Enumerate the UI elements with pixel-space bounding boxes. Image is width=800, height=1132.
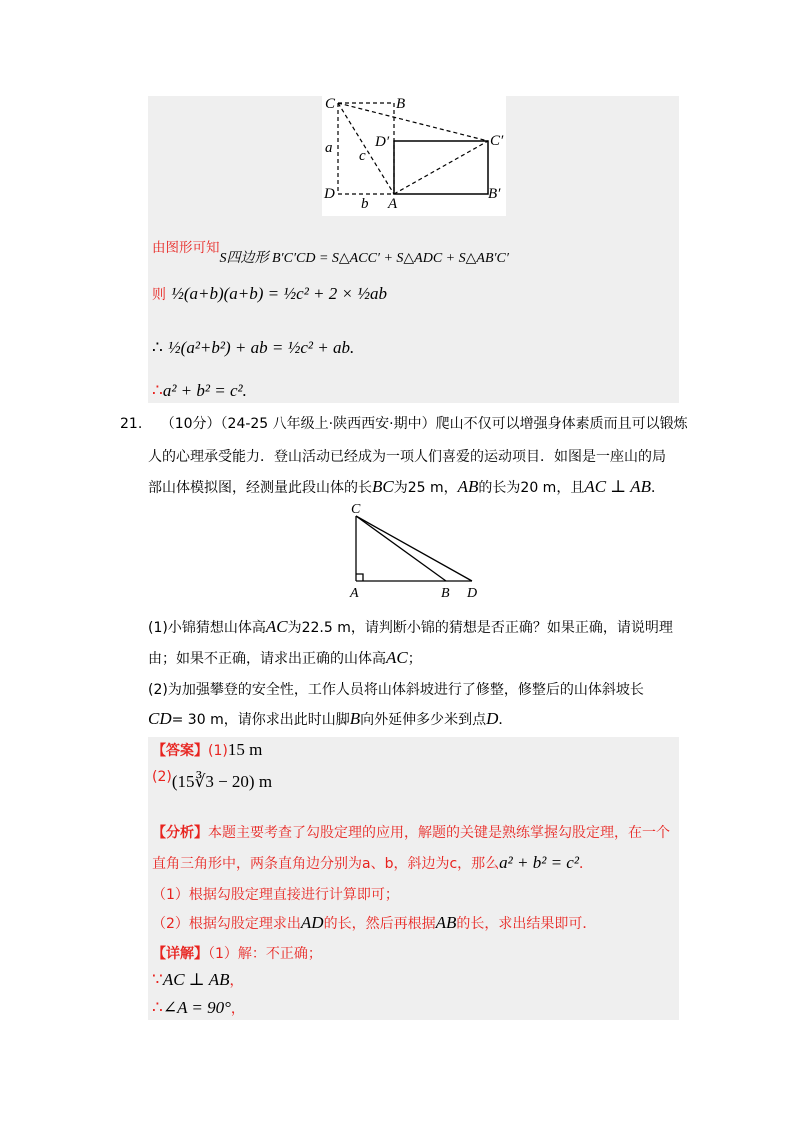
problem-meta: （10分）（24-25 八年级上·陕西西安·期中）	[160, 416, 436, 432]
answer-label: 【答案】	[152, 743, 208, 759]
problem-21-line-2	[148, 446, 666, 466]
q1-text-f: ；	[407, 651, 422, 667]
detail-text-1: （1）解：不正确；	[208, 946, 322, 962]
detail-line-1	[152, 943, 322, 963]
analysis-line-1	[152, 822, 670, 842]
answer-1-value: 15 m	[227, 740, 263, 759]
solution-intro-line	[152, 236, 509, 266]
perpendicular-statement: AC ⊥ AB	[584, 477, 651, 496]
fig2-label-D: D	[467, 586, 478, 601]
q2-text-g: ．	[498, 712, 513, 728]
answer-line-1	[152, 740, 262, 760]
equation-line-4: a² + b² = c².	[162, 381, 247, 400]
figure-mountain-triangle-svg	[342, 500, 487, 602]
problem-text-3a: 部山体模拟图，经测量此段山体的长	[148, 480, 372, 496]
q2-text-a: (2)为加强攀登的安全性，工作人员将山体斜坡进行了修整，修整后的山体斜坡长	[148, 682, 644, 698]
detail-label: 【详解】	[152, 946, 208, 962]
q1-text-c: 为22.5 m，请判断小锦的猜想是否正确？如果正确，请说明理	[287, 620, 673, 636]
solution-line-4	[152, 381, 247, 401]
pythagorean-equation: a² + b² = c²	[499, 853, 579, 872]
solution-line-2	[152, 284, 387, 304]
detail-comma-1: ，	[229, 973, 244, 989]
problem-text-3g: ．	[651, 480, 665, 496]
analysis-text-2b: ．	[578, 856, 593, 872]
label-C-prime: C′	[490, 133, 504, 149]
question-1-line-1	[148, 617, 673, 637]
analysis-segment-AB: AB	[435, 913, 457, 932]
q2-segment-CD: CD	[148, 709, 172, 728]
question-2-line-1	[148, 679, 644, 699]
analysis-text-1: 本题主要考查了勾股定理的应用，解题的关键是熟练掌握勾股定理，在一个	[208, 825, 670, 841]
answer-line-2	[152, 769, 273, 792]
q1-segment-AC: AC	[265, 617, 288, 636]
solution-line-3	[152, 338, 354, 358]
answer-2-number: (2)	[152, 769, 172, 785]
label-D-prime: D′	[375, 134, 390, 150]
problem-text-2: 人的心理承受能力．登山活动已经成为一项人们喜爱的运动项目．如图是一座山的局	[148, 449, 666, 465]
fig2-label-C: C	[351, 502, 361, 517]
analysis-step-2	[152, 913, 596, 933]
analysis-step-1-text: （1）根据勾股定理直接进行计算即可；	[152, 887, 399, 903]
label-B-prime: B′	[488, 186, 501, 202]
analysis-label: 【分析】	[152, 825, 208, 841]
because-symbol: ∵	[152, 970, 163, 989]
label-a: a	[325, 140, 333, 156]
segment-BC: BC	[372, 477, 394, 496]
fig2-label-A: A	[350, 586, 359, 601]
detail-line-2	[152, 970, 244, 990]
solution-intro: 由图形可知	[152, 240, 220, 256]
analysis-line-2	[152, 853, 593, 873]
detail-comma-2: ，	[230, 1001, 245, 1017]
analysis-text-2a: 直角三角形中，两条直角边分别为a、b，斜边为c，那么	[152, 856, 500, 872]
problem-21-line-3	[148, 477, 665, 497]
segment-AB: AB	[457, 477, 479, 496]
answer-2-value: (15∛3 − 20) m	[171, 772, 273, 791]
analysis-step-2a: （2）根据勾股定理求出	[152, 916, 301, 932]
figure-mountain-triangle	[342, 500, 487, 602]
problem-text-3e: 的长为20 m，且	[478, 480, 585, 496]
problem-text-1: 爬山不仅可以增强身体素质而且可以锻炼	[435, 416, 688, 432]
analysis-step-2c: 的长，然后再根据	[323, 916, 436, 932]
equation-line-2: ½(a+b)(a+b) = ½c² + 2 × ½ab	[171, 284, 387, 303]
figure-rectangle-proof	[322, 96, 506, 216]
detail-angle-equation: ∠A = 90°	[162, 998, 231, 1017]
label-b: b	[361, 196, 369, 212]
therefore-symbol-1: ∴	[152, 338, 163, 357]
problem-21-line-1	[120, 413, 688, 433]
label-A: A	[388, 196, 398, 212]
therefore-symbol-3: ∴	[152, 998, 163, 1017]
q2-point-B: B	[349, 709, 361, 728]
then-prefix: 则	[152, 287, 166, 303]
detail-perpendicular: AC ⊥ AB	[162, 970, 230, 989]
q1-segment-AC-2: AC	[386, 648, 408, 667]
problem-number: 21.	[120, 416, 143, 432]
problem-text-3c: 为25 m，	[393, 480, 458, 496]
q1-text-a: (1)小锦猜想山体高	[148, 620, 266, 636]
detail-line-3	[152, 998, 245, 1018]
equation-line-3: ½(a²+b²) + ab = ½c² + ab.	[167, 338, 355, 357]
figure-rectangle-proof-svg	[322, 96, 506, 216]
label-B: B	[396, 96, 406, 112]
area-equation: S四边形 B′C′CD = S△ACC′ + S△ADC + S△AB′C′	[219, 251, 509, 266]
answer-1-number: (1)	[208, 743, 228, 759]
analysis-step-2e: 的长，求出结果即可．	[456, 916, 597, 932]
q2-text-c: = 30 m，请你求出此时山脚	[171, 712, 350, 728]
q2-text-e: 向外延伸多少米到点	[360, 712, 487, 728]
analysis-step-1	[152, 884, 399, 904]
q1-text-d: 由；如果不正确，请求出正确的山体高	[148, 651, 386, 667]
analysis-segment-AD: AD	[300, 913, 324, 932]
therefore-symbol-2: ∴	[152, 381, 163, 400]
fig2-label-B: B	[441, 586, 450, 601]
label-D: D	[324, 186, 335, 202]
question-2-line-2	[148, 709, 512, 729]
question-1-line-2	[148, 648, 422, 668]
label-c: c	[359, 148, 366, 164]
label-C: C	[325, 96, 336, 112]
q2-point-D: D	[486, 709, 499, 728]
